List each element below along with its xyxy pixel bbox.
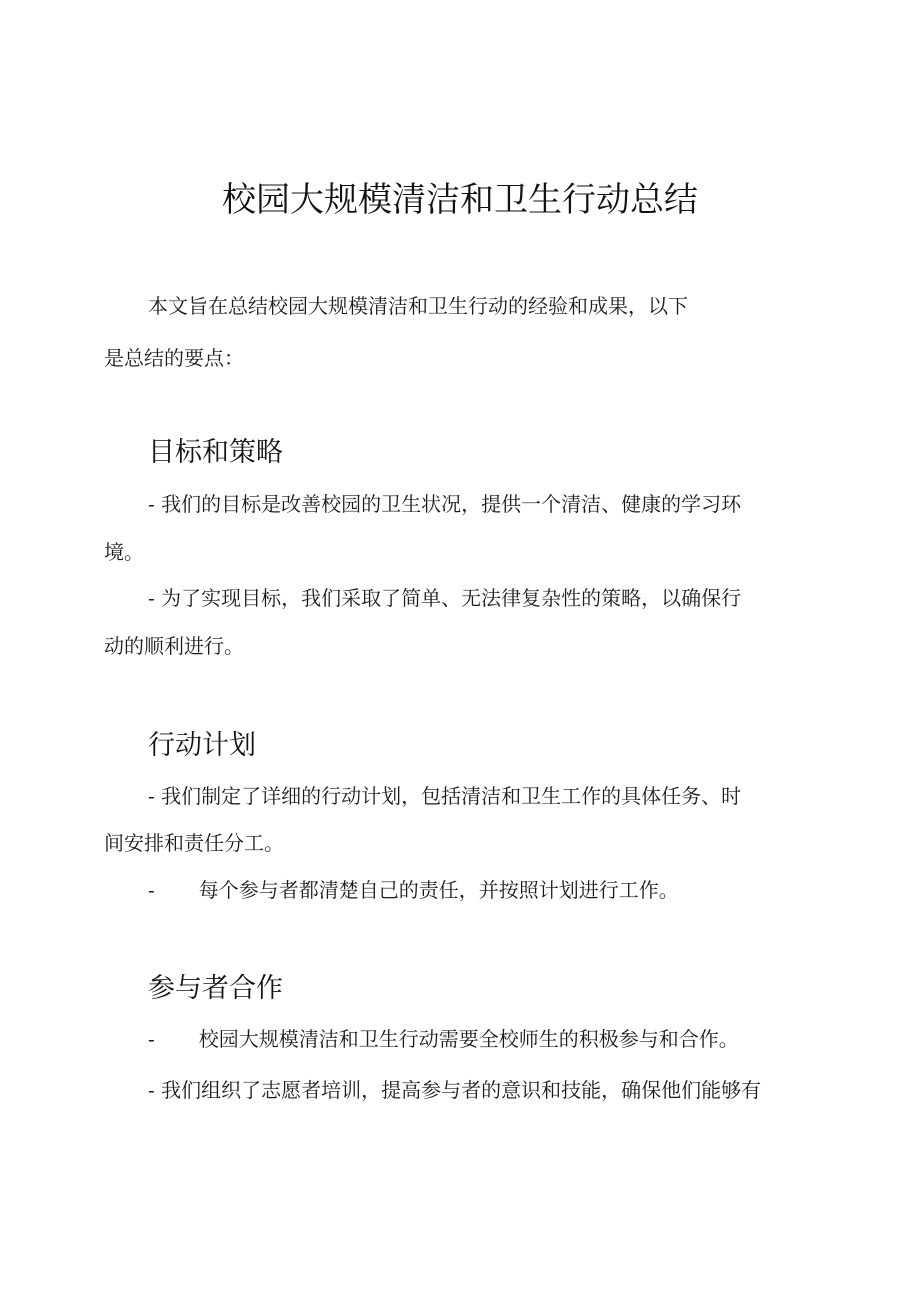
list-dash: - [148,1027,155,1051]
list-item-text: 每个参与者都清楚自己的责任，并按照计划进行工作。 [198,878,679,902]
list-dash: - [148,878,155,902]
document-title: 校园大规模清洁和卫生行动总结 [222,180,698,220]
list-item-line: - 我们组织了志愿者培训，提高参与者的意识和技能，确保他们能够有 [148,1078,762,1102]
list-item-line [148,1023,739,1052]
list-item-line: 动的顺利进行。 [104,634,244,658]
list-item-line: - 我们的目标是改善校园的卫生状况，提供一个清洁、健康的学习环 [148,492,742,516]
list-item-line: 间安排和责任分工。 [104,831,284,855]
list-item-line: - 为了实现目标，我们采取了简单、无法律复杂性的策略，以确保行 [148,586,742,610]
section-heading-goals: 目标和策略 [148,437,283,468]
section-heading-cooperation: 参与者合作 [148,973,283,1004]
list-item-text: 校园大规模清洁和卫生行动需要全校师生的积极参与和合作。 [198,1027,739,1051]
list-item-line: - 我们制定了详细的行动计划，包括清洁和卫生工作的具体任务、时 [148,784,742,808]
section-heading-action-plan: 行动计划 [148,730,256,761]
intro-line-1: 本文旨在总结校园大规模清洁和卫生行动的经验和成果，以下 [148,294,688,318]
list-item-line: 境。 [104,540,144,564]
intro-line-2: 是总结的要点： [104,346,244,370]
list-item-line [148,874,679,903]
